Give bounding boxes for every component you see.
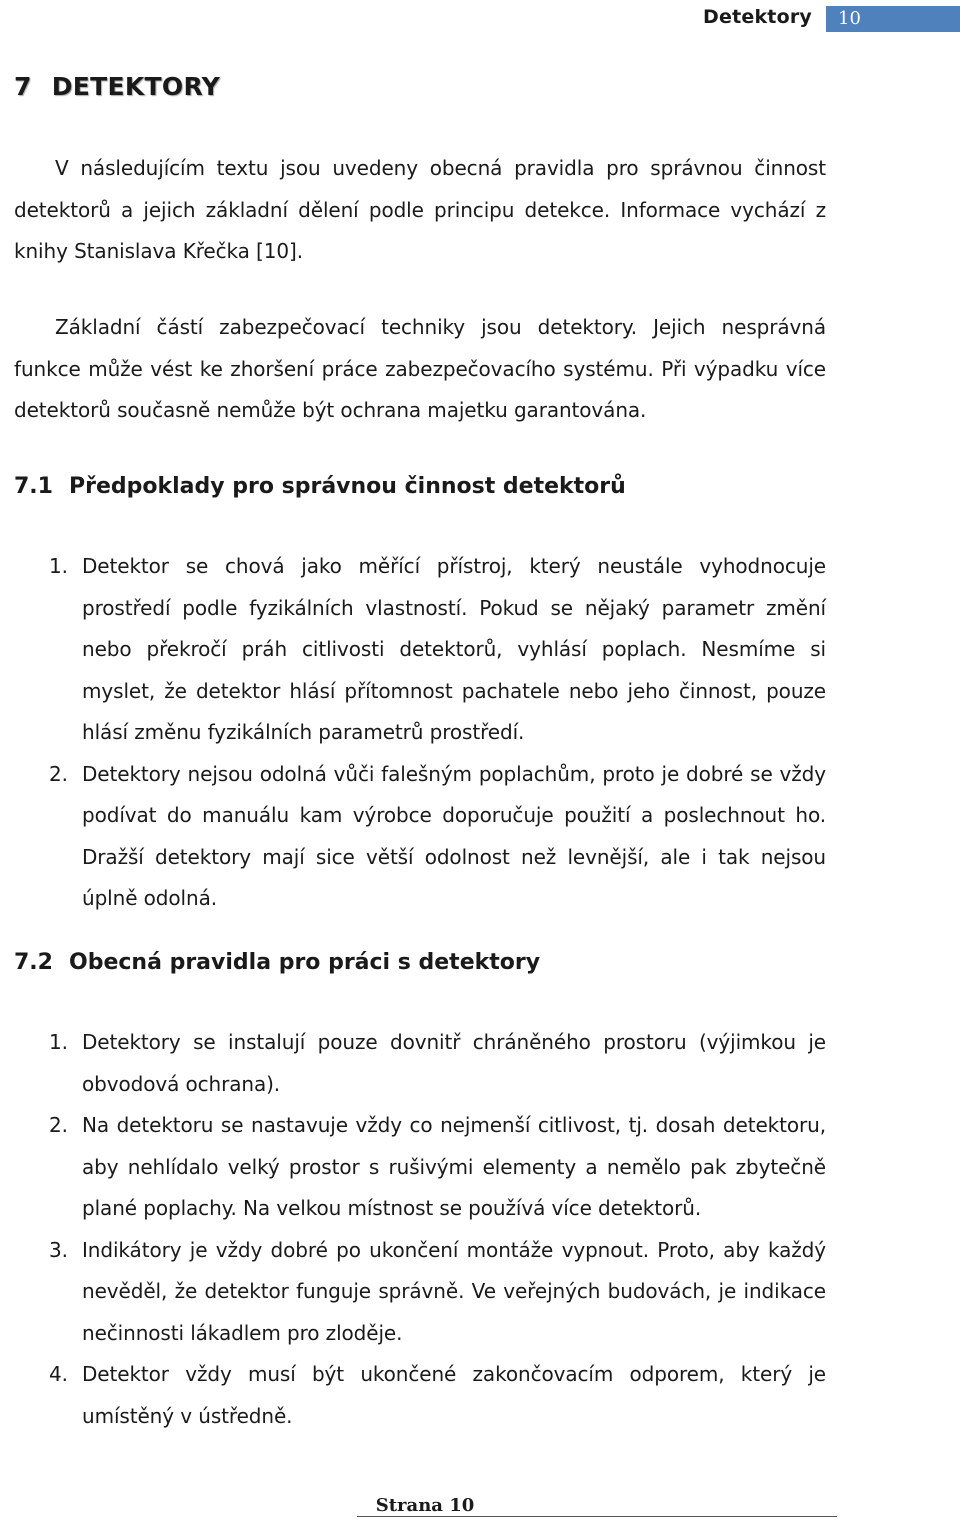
list-item-text: Detektor vždy musí být ukončené zakončovacím odporem, který je umístěný v ústředně. — [82, 1362, 826, 1428]
list-item-text: Na detektoru se nastavuje vždy co nejmenší citlivost, tj. dosah detektoru, aby nehlídalo velký prostor s rušivými elementy a nemělo pak zbytečně plané poplachy. Na velkou místnost se používá více detektorů. — [82, 1113, 826, 1220]
footer-divider — [357, 1516, 837, 1517]
list-item-marker: 1. — [49, 1030, 68, 1054]
page-header — [0, 4, 960, 32]
section-1-number: 7.1 — [14, 474, 53, 499]
chapter-number: 7 — [14, 72, 32, 101]
list-item-marker: 1. — [49, 554, 68, 578]
header-page-number: 10 — [838, 8, 861, 29]
list-item — [14, 754, 826, 920]
list-item-marker: 4. — [49, 1362, 68, 1386]
header-title: Detektory — [703, 6, 812, 28]
list-item — [14, 546, 826, 754]
section-2-number: 7.2 — [14, 950, 53, 975]
section-2-heading — [14, 950, 540, 975]
list-item-marker: 2. — [49, 761, 68, 786]
list-item — [14, 1105, 826, 1230]
section-1-heading — [14, 474, 626, 499]
page-footer: Strana 10 — [375, 1495, 475, 1516]
list-item-marker: 3. — [49, 1237, 68, 1262]
list-item-marker: 2. — [49, 1113, 68, 1137]
section-1-list — [14, 546, 826, 920]
list-item-text: Indikátory je vždy dobré po ukončení montáže vypnout. Proto, aby každý nevěděl, že detektor funguje správně. Ve veřejných budovách, je indikace nečinnosti lákadlem pro zloděje. — [82, 1237, 826, 1345]
chapter-title-text: DETEKTORY — [51, 72, 221, 101]
list-item-text: Detektor se chová jako měřící přístroj, který neustále vyhodnocuje prostředí podle fyzikálních vlastností. Pokud se nějaký parametr změní nebo překročí práh citlivosti detektorů, vyhlásí poplach. Nesmíme si myslet, že detektor hlásí přítomnost pachatele nebo jeho činnost, pouze hlásí změnu fyzikálních parametrů prostředí. — [82, 554, 826, 744]
section-2-list — [14, 1022, 826, 1437]
intro-paragraph-2: Základní částí zabezpečovací techniky jsou detektory. Jejich nesprávná funkce může vést ke zhoršení práce zabezpečovacího systému. Při výpadku více detektorů současně nemůže být ochrana majetku garantována. — [14, 315, 826, 422]
intro-paragraph-1: V následujícím textu jsou uvedeny obecná pravidla pro správnou činnost detektorů a jejich základní dělení podle principu detekce. Informace vychází z knihy Stanislava Křečka [10]. — [14, 156, 826, 263]
list-item — [14, 1354, 826, 1437]
list-item-text: Detektory se instalují pouze dovnitř chráněného prostoru (výjimkou je obvodová ochrana). — [82, 1030, 826, 1096]
list-item — [14, 1230, 826, 1355]
header-page-box — [826, 6, 960, 32]
chapter-title — [14, 72, 220, 101]
section-2-title: Obecná pravidla pro práci s detektory — [69, 950, 541, 975]
section-1-title: Předpoklady pro správnou činnost detektorů — [69, 474, 626, 499]
list-item-text: Detektory nejsou odolná vůči falešným poplachům, proto je dobré se vždy podívat do manuálu kam výrobce doporučuje použití a poslechnout ho. Dražší detektory mají sice větší odolnost než levnější, ale i tak nejsou úplně odolná. — [82, 761, 826, 910]
list-item — [14, 1022, 826, 1105]
